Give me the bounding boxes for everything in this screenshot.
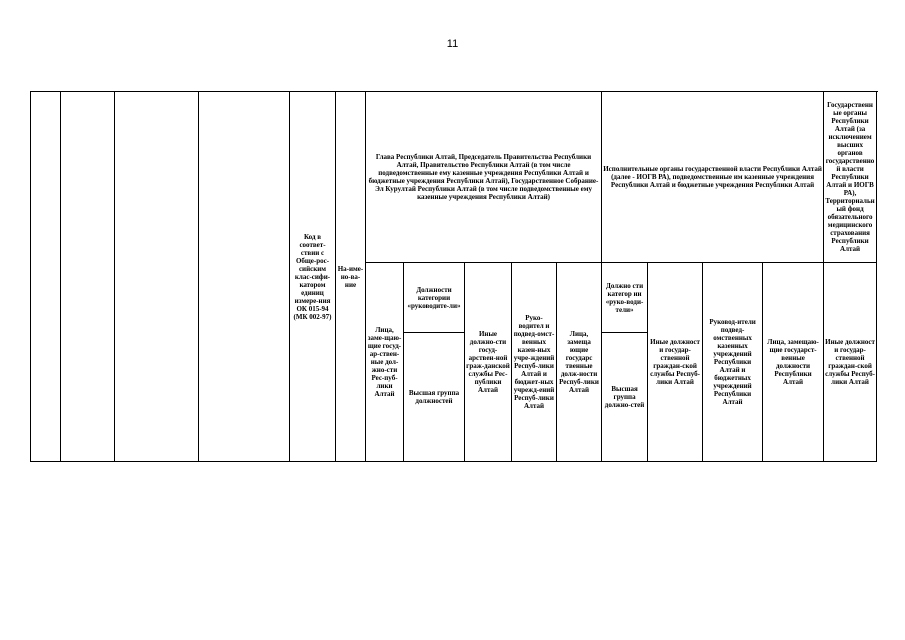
g2-positions-category-header [602, 263, 648, 333]
header-group-state-bodies [824, 92, 877, 263]
g3-persons-text: Лица, замещаю-щие государст-венные должности Республики Алтай [767, 338, 819, 386]
g2-highest-group-header [602, 333, 648, 462]
header-okei-code [290, 92, 336, 462]
g3-other-positions-text: Иные должност и государ-ственной граждан-ской службы Респуб-лики Алтай [825, 338, 876, 386]
header-group-executive-bodies [602, 92, 824, 263]
empty-column-1 [31, 92, 61, 462]
g2-other-positions-header [648, 263, 703, 462]
g2-persons-header [557, 263, 602, 462]
norms-table [30, 91, 877, 462]
g1-other-positions-header [465, 263, 512, 462]
header-group-executive-bodies-text: Исполнительные органы государственной власти Республики Алтай (далее - ИОГВ РА), подведомственные им казенные учреждения Республики Алтай и бюджетные учреждения Республики Алтай [603, 165, 822, 189]
header-group-state-bodies-text: Государственные органы Республики Алтай (за исключением высших органов государственной власти Республики Алтай и ИОГВ РА), Территориальный фонд обязательного медицинского страхования Республики Алтай [825, 101, 875, 253]
g1-highest-group-text: Высшая группа должностей [408, 389, 460, 405]
g2-other-positions-text: Иные должност и государ-ственной граждан-ской службы Респуб-лики Алтай [650, 338, 701, 386]
g1-positions-category-header [404, 263, 465, 333]
empty-column-4 [199, 92, 290, 462]
g2-persons-text: Лица, замеща ющие государс твенные долж-ности Респуб-лики Алтай [559, 330, 599, 394]
g1-heads-text: Руко-водител и подвед-омст-венных казен-ных учре-ждений Респуб-лики Алтай и бюджет-ных учрежд-ений Респуб-лики Алтай [513, 314, 555, 410]
header-name-text: На-име-но-ва-ние [337, 264, 364, 289]
g2-heads-header [703, 263, 763, 462]
g1-persons-header [366, 263, 404, 462]
header-okei-code-text: Код в соответ-ствии с Обще-рос-сийским клас-сифи-катором единиц измере-ния ОК 015-94 (МК 002-97) [293, 232, 332, 321]
g1-positions-category-text: Должности категории «руководите-ли» [407, 285, 461, 310]
g3-other-positions-header [824, 263, 877, 462]
header-group-head-of-republic-text: Глава Республики Алтай, Председатель Правительства Республики Алтай, Правительство Республики Алтай (в том числе подведомственные ему казенные учреждения Республики Алтай и бюджетные учреждения Республики Алтай), Государственное Собрание-Эл Курултай Республики Алтай (в том числе подведомственные ему казенные учреждения Республики Алтай) [368, 153, 599, 201]
page-number: 11 [446, 38, 459, 50]
g1-persons-text: Лица, заме-щаю-щие госуд-ар-ствен-ные дол-жно-сти Рес-пуб-лики Алтай [367, 326, 402, 398]
g2-positions-category-text: Должно сти категор ии «руко-води-тели» [605, 281, 644, 314]
g1-highest-group-header [404, 333, 465, 462]
g2-heads-text: Руковод-ители подвед-омственных казенных учреждений Республики Алтай и бюджетных учреждений Республики Алтай [709, 318, 756, 406]
header-group-head-of-republic [366, 92, 602, 263]
g1-heads-header [512, 263, 557, 462]
g3-persons-header [763, 263, 824, 462]
empty-column-3 [115, 92, 199, 462]
empty-column-2 [61, 92, 115, 462]
g1-other-positions-text: Иные должно-сти госуд-арствен-ной граж-данской службы Рес-публики Алтай [466, 330, 510, 394]
header-name [336, 92, 366, 462]
g2-highest-group-text: Высшая группа должно-стей [604, 385, 645, 409]
